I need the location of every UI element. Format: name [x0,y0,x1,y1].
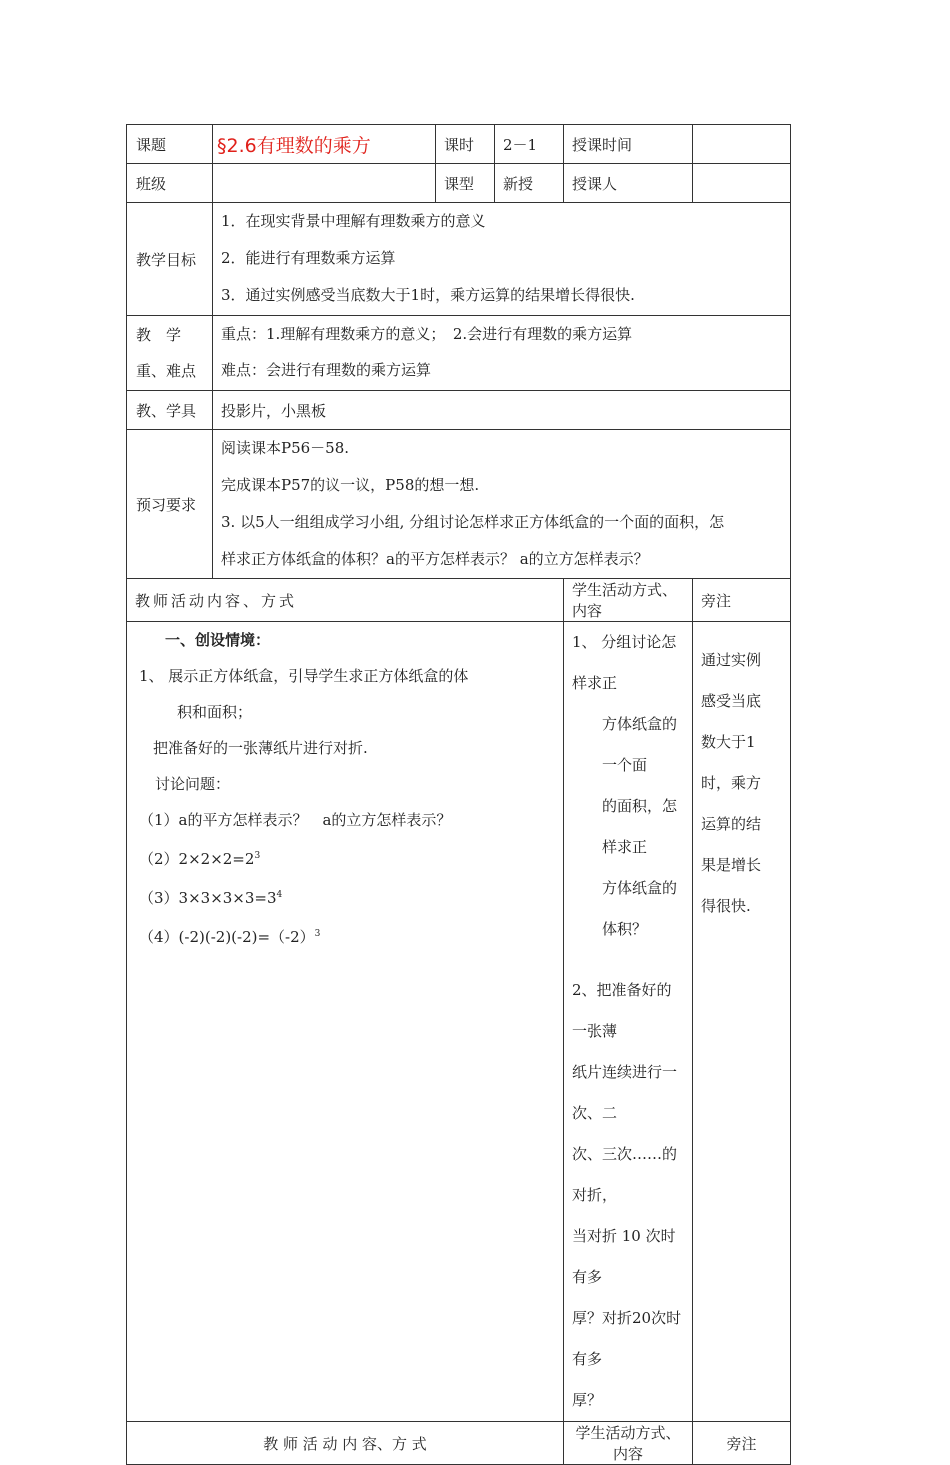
row-column-headers [127,579,791,622]
period-value: 2－1 [495,125,564,164]
row-goals [127,203,791,316]
focus-text: 重点：1.理解有理数乘方的意义； 2.会进行有理数的乘方运算 [221,325,633,343]
col-teacher-header: 教师活动内容、方式 [127,579,564,622]
question-1: （1）a的平方怎样表示？ a的立方怎样表示？ [139,811,452,829]
preview-item: 3. 以5人一组组成学习小组, 分组讨论怎样求正方体纸盒的一个面的面积，怎 [221,513,725,531]
type-value: 新授 [495,164,564,203]
note-line: 通过实例 [701,651,762,669]
teacher-label: 授课人 [564,164,693,203]
type-label: 课型 [436,164,495,203]
tools-label: 教、学具 [127,391,213,430]
section-heading: 一、创设情境： [165,631,271,649]
row-key-points [127,316,791,391]
goal-item: 1．在现实背景中理解有理数乘方的意义 [221,212,486,230]
question-3 [139,877,555,916]
student-line: 1、 分组讨论怎样求正 [572,633,677,692]
time-label: 授课时间 [564,125,693,164]
student-line: 2、把准备好的一张薄 [572,981,672,1040]
row-class [127,164,791,203]
footer-student-header: 学生活动方式、内容 [564,1422,693,1465]
preview-item: 完成课本P57的议一议，P58的想一想. [221,476,480,494]
row-tools [127,391,791,430]
question-3-exp: 4 [276,890,283,900]
goals-label: 教学目标 [127,203,213,316]
question-2 [139,838,555,877]
question-3-base: （3）3×3×3×3=3 [139,889,277,907]
course-label: 课题 [127,125,213,164]
student-line: 的面积，怎样求正 [602,797,678,856]
goal-item: 2．能进行有理数乘方运算 [221,249,396,267]
lesson-plan-table [126,124,791,1465]
question-2-exp: 3 [254,851,261,861]
step-1: 1、 展示正方体纸盒，引导学生求正方体纸盒的体 [139,667,469,685]
note-line: 运算的结 [701,815,762,833]
student-line: 厚？对折20次时有多 [572,1309,682,1368]
question-4-exp: 3 [314,929,321,939]
preview-item: 阅读课本P56－58. [221,439,350,457]
discuss-label: 讨论问题： [155,775,231,793]
teacher-value [693,164,791,203]
student-line: 当对折 10 次时有多 [572,1227,676,1286]
tools-value: 投影片，小黑板 [213,391,791,430]
class-label: 班级 [127,164,213,203]
goal-item: 3．通过实例感受当底数大于1时，乘方运算的结果增长得很快. [221,286,635,304]
student-line: 方体纸盒的体积？ [602,879,678,938]
student-line: 方体纸盒的一个面 [602,715,678,774]
note-line: 果是增长 [701,856,762,874]
key-points-label: 教 学 [136,326,182,344]
row-footer-headers [127,1422,791,1465]
student-line: 次、三次……的对折， [572,1145,678,1204]
question-4-base: （4）(-2)(-2)(-2)=（-2） [139,928,315,946]
col-student-header: 学生活动方式、内容 [564,579,693,622]
student-line: 厚？ [572,1391,603,1409]
step-2: 把准备好的一张薄纸片进行对折. [153,739,368,757]
question-2-base: （2）2×2×2=2 [139,850,255,868]
student-line: 纸片连续进行一次、二 [572,1063,678,1122]
footer-teacher-header: 教 师 活 动 内 容、方 式 [127,1422,564,1465]
time-value [693,125,791,164]
note-line: 时，乘方 [701,774,762,792]
footer-note-header: 旁注 [693,1422,791,1465]
period-label: 课时 [436,125,495,164]
note-line: 得很快. [701,897,751,915]
note-line: 数大于1 [701,733,756,751]
class-value [213,164,436,203]
key-points-label-2: 重、难点 [136,362,197,380]
preview-label: 预习要求 [127,430,213,579]
note-line: 感受当底 [701,692,762,710]
preview-item: 样求正方体纸盒的体积？a的平方怎样表示？ a的立方怎样表示？ [221,550,649,568]
col-note-header: 旁注 [693,579,791,622]
lesson-title: §2.6有理数的乘方 [213,125,436,164]
question-4 [139,916,555,955]
step-1-cont: 积和面积； [177,703,253,721]
row-preview [127,430,791,579]
row-activities [127,622,791,1422]
row-course [127,125,791,164]
difficulty-text: 难点：会进行有理数的乘方运算 [221,361,432,379]
student-spacer [572,950,686,970]
